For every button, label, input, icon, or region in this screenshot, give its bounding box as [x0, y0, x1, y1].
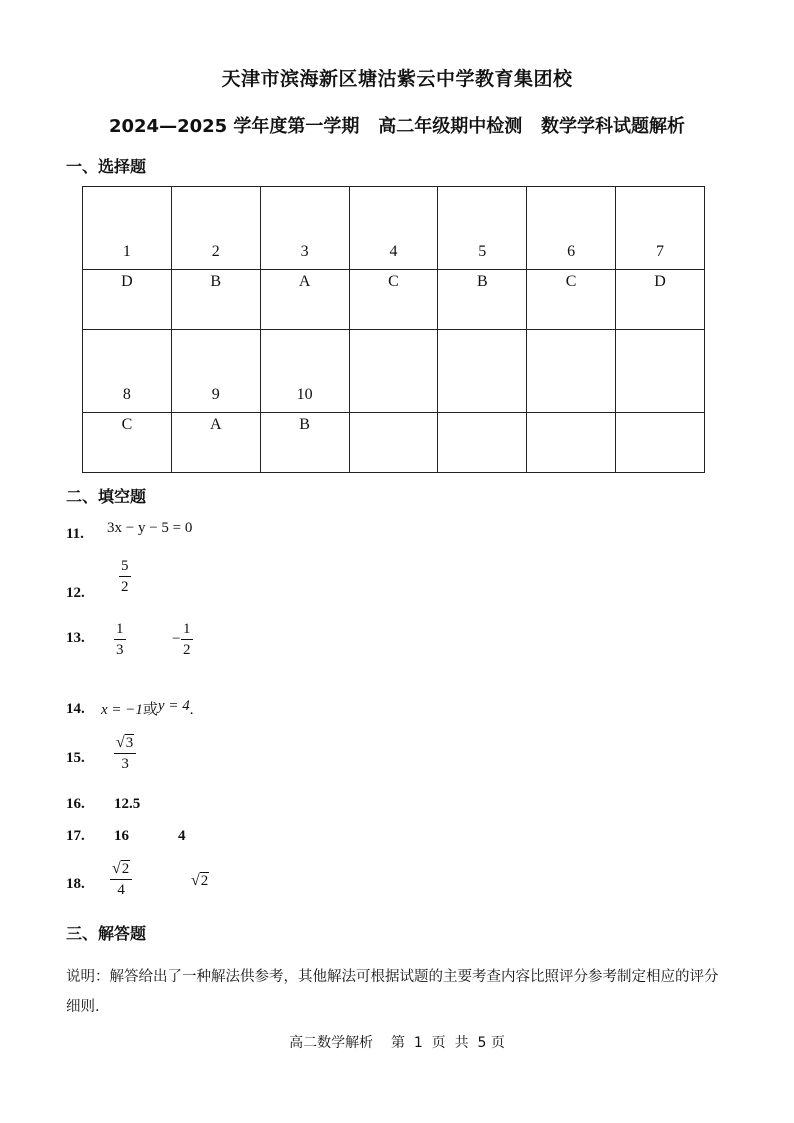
section-fill-heading: 二、填空题 — [66, 487, 147, 506]
answer-cell: D — [83, 270, 172, 330]
question-number-cell: 8 — [83, 330, 172, 413]
denominator: 2 — [121, 579, 129, 595]
denominator: 2 — [183, 642, 191, 658]
answer-cell: B — [260, 413, 349, 473]
radical-sign-icon: √ — [112, 860, 121, 877]
question-18-fraction — [110, 860, 132, 898]
section-solution-heading: 三、解答题 — [66, 924, 147, 943]
question-number-cell: 4 — [349, 187, 438, 270]
question-17-number: 17. — [66, 828, 85, 844]
sqrt-symbol — [112, 860, 130, 877]
question-11-number: 11. — [66, 526, 84, 542]
question-number-cell — [349, 330, 438, 413]
period: . — [189, 702, 194, 718]
section-choice-heading: 一、选择题 — [66, 157, 147, 176]
answer-cell — [527, 413, 616, 473]
table-row — [83, 270, 705, 330]
table-row — [83, 413, 705, 473]
choice-answer-table — [82, 186, 705, 473]
equation-y: y = 4 — [157, 698, 190, 714]
question-13-minus-sign: − — [172, 631, 181, 647]
sqrt-symbol — [116, 734, 134, 751]
question-number-cell: 9 — [171, 330, 260, 413]
sqrt-symbol — [191, 872, 209, 889]
question-number-cell — [527, 330, 616, 413]
question-number-cell: 7 — [616, 187, 705, 270]
radicand: 2 — [121, 861, 130, 877]
answer-cell: C — [527, 270, 616, 330]
answer-cell: D — [616, 270, 705, 330]
radicand: 2 — [200, 873, 209, 889]
question-13-number: 13. — [66, 630, 85, 646]
question-13-fraction-b — [181, 621, 193, 658]
question-16-answer: 12.5 — [114, 796, 141, 812]
question-number-cell: 3 — [260, 187, 349, 270]
question-18-answer-b — [191, 872, 209, 890]
table-row — [83, 187, 705, 270]
radical-sign-icon: √ — [191, 872, 200, 889]
school-title: 天津市滨海新区塘沽紫云中学教育集团校 — [221, 68, 573, 90]
question-12-number: 12. — [66, 585, 85, 601]
answer-cell: B — [438, 270, 527, 330]
question-14-number: 14. — [66, 701, 85, 717]
or-text: 或 — [142, 700, 158, 718]
question-number-cell: 6 — [527, 187, 616, 270]
numerator — [114, 734, 136, 754]
question-14-answer — [101, 698, 193, 719]
exam-title: 2024—2025 学年度第一学期 高二年级期中检测 数学学科试题解析 — [108, 116, 686, 137]
question-16-number: 16. — [66, 796, 85, 812]
question-17-answer-b: 4 — [178, 828, 186, 844]
question-number-cell: 5 — [438, 187, 527, 270]
grading-note: 说明：解答给出了一种解法供参考，其他解法可根据试题的主要考查内容比照评分参考制定相应的评分细则. — [66, 969, 719, 1015]
question-number-cell — [616, 330, 705, 413]
answer-cell: C — [83, 413, 172, 473]
question-12-fraction — [119, 558, 131, 595]
question-15-number: 15. — [66, 750, 85, 766]
question-11-answer: 3x − y − 5 = 0 — [107, 520, 193, 536]
numerator: 1 — [181, 621, 193, 640]
radical-sign-icon: √ — [116, 734, 125, 751]
question-15-fraction — [114, 734, 136, 772]
answer-cell: C — [349, 270, 438, 330]
radicand: 3 — [125, 735, 134, 751]
answer-cell: A — [171, 413, 260, 473]
question-13-fraction-a — [114, 621, 126, 658]
numerator: 1 — [114, 621, 126, 640]
answer-cell — [349, 413, 438, 473]
denominator: 3 — [116, 642, 124, 658]
denominator: 4 — [117, 882, 125, 898]
question-number-cell: 10 — [260, 330, 349, 413]
question-number-cell — [438, 330, 527, 413]
answer-cell: A — [260, 270, 349, 330]
numerator: 5 — [119, 558, 131, 577]
question-17-answer-a: 16 — [114, 828, 129, 844]
question-number-cell: 2 — [171, 187, 260, 270]
answer-cell — [438, 413, 527, 473]
question-18-number: 18. — [66, 876, 85, 892]
page-footer: 高二数学解析 第 1 页 共 5 页 — [289, 1035, 505, 1051]
answer-cell — [616, 413, 705, 473]
numerator — [110, 860, 132, 880]
table-row — [83, 330, 705, 413]
answer-cell: B — [171, 270, 260, 330]
equation-x: x = −1 — [101, 702, 143, 718]
question-number-cell: 1 — [83, 187, 172, 270]
denominator: 3 — [121, 756, 129, 772]
